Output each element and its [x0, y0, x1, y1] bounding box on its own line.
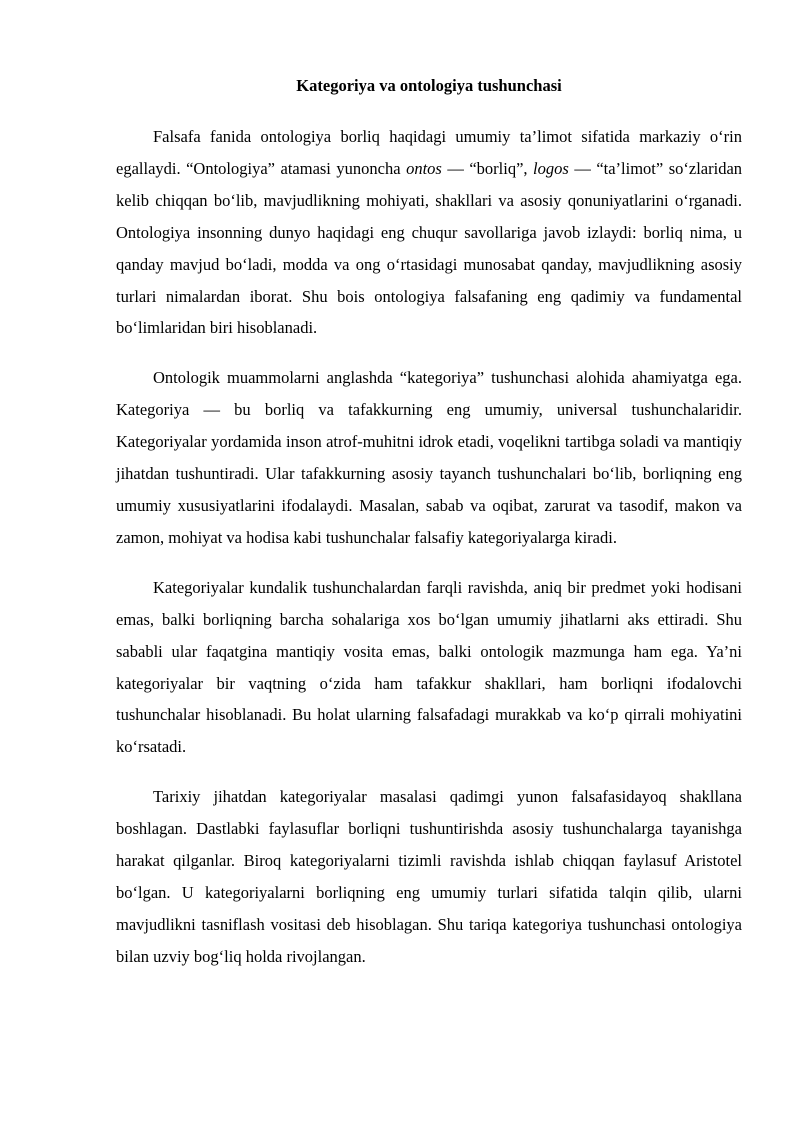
term-logos: logos — [533, 158, 569, 178]
paragraph-1-part-a: Falsafa fanida ontologiya borliq haqidagi umumiy ta’limot sifatida markaziy o‘rin egallaydi. “Ontologiya” atamasi yunoncha — [116, 127, 742, 178]
document-body — [116, 121, 742, 991]
paragraph-4: Tarixiy jihatdan kategoriyalar masalasi qadimgi yunon falsafasidayoq shakllana boshlagan. Dastlabki faylasuflar borliqni tushuntirishda asosiy tushunchalarga tayanishga harakat qilganlar. Biroq kategoriyalarni tizimli ravishda ishlab chiqqan faylasuf Aristotel bo‘lgan. U kategoriyalarni borliqning eng umumiy turlari sifatida talqin qilib, ularni mavjudlikni tasniflash vositasi deb hisoblagan. Shu tariqa kategoriya tushunchasi ontologiya bilan uzviy bog‘liq holda rivojlangan. — [116, 787, 742, 966]
paragraph-2: Ontologik muammolarni anglashda “kategoriya” tushunchasi alohida ahamiyatga ega. Kategoriya — bu borliq va tafakkurning eng umumiy, universal tushunchalaridir. Kategoriyalar yordamida inson atrof-muhitni idrok etadi, voqelikni tartibga soladi va mantiqiy jihatdan tushuntiradi. Ular tafakkurning asosiy tayanch tushunchalari bo‘lib, borliqning eng umumiy xususiyatlarini ifodalaydi. Masalan, sabab va oqibat, zarurat va tasodif, makon va zamon, mohiyat va hodisa kabi tushunchalar falsafiy kategoriyalarga kiradi. — [116, 368, 742, 547]
document-title: Kategoriya va ontologiya tushunchasi — [296, 76, 562, 95]
paragraph-1-part-b: — “borliq”, — [441, 158, 534, 178]
term-ontos: ontos — [406, 158, 442, 178]
paragraph-1 — [116, 121, 742, 344]
paragraph-1-part-c: — “ta’limot” so‘zlaridan kelib chiqqan bo‘lib, mavjudlikning mohiyati, shakllari va asosiy qonuniyatlarini o‘rganadi. Ontologiya insonning dunyo haqidagi eng chuqur savollariga javob izlaydi: borliq nima, u qanday mavjud bo‘ladi, modda va ong o‘rtasidagi munosabat qanday, mavjudlikning asosiy turlari nimalardan iborat. Shu bois ontologiya falsafaning eng qadimiy va fundamental bo‘limlaridan biri hisoblanadi. — [116, 158, 743, 338]
paragraph-3: Kategoriyalar kundalik tushunchalardan farqli ravishda, aniq bir predmet yoki hodisani emas, balki borliqning barcha sohalariga xos bo‘lgan umumiy jihatlarni aks ettiradi. Shu sababli ular faqatgina mantiqiy vosita emas, balki ontologik mazmunga ham ega. Ya’ni kategoriyalar bir vaqtning o‘zida ham tafakkur shakllari, ham borliqni ifodalovchi tushunchalar hisoblanadi. Bu holat ularning falsafadagi murakkab va ko‘p qirrali mohiyatini ko‘rsatadi. — [116, 577, 742, 757]
